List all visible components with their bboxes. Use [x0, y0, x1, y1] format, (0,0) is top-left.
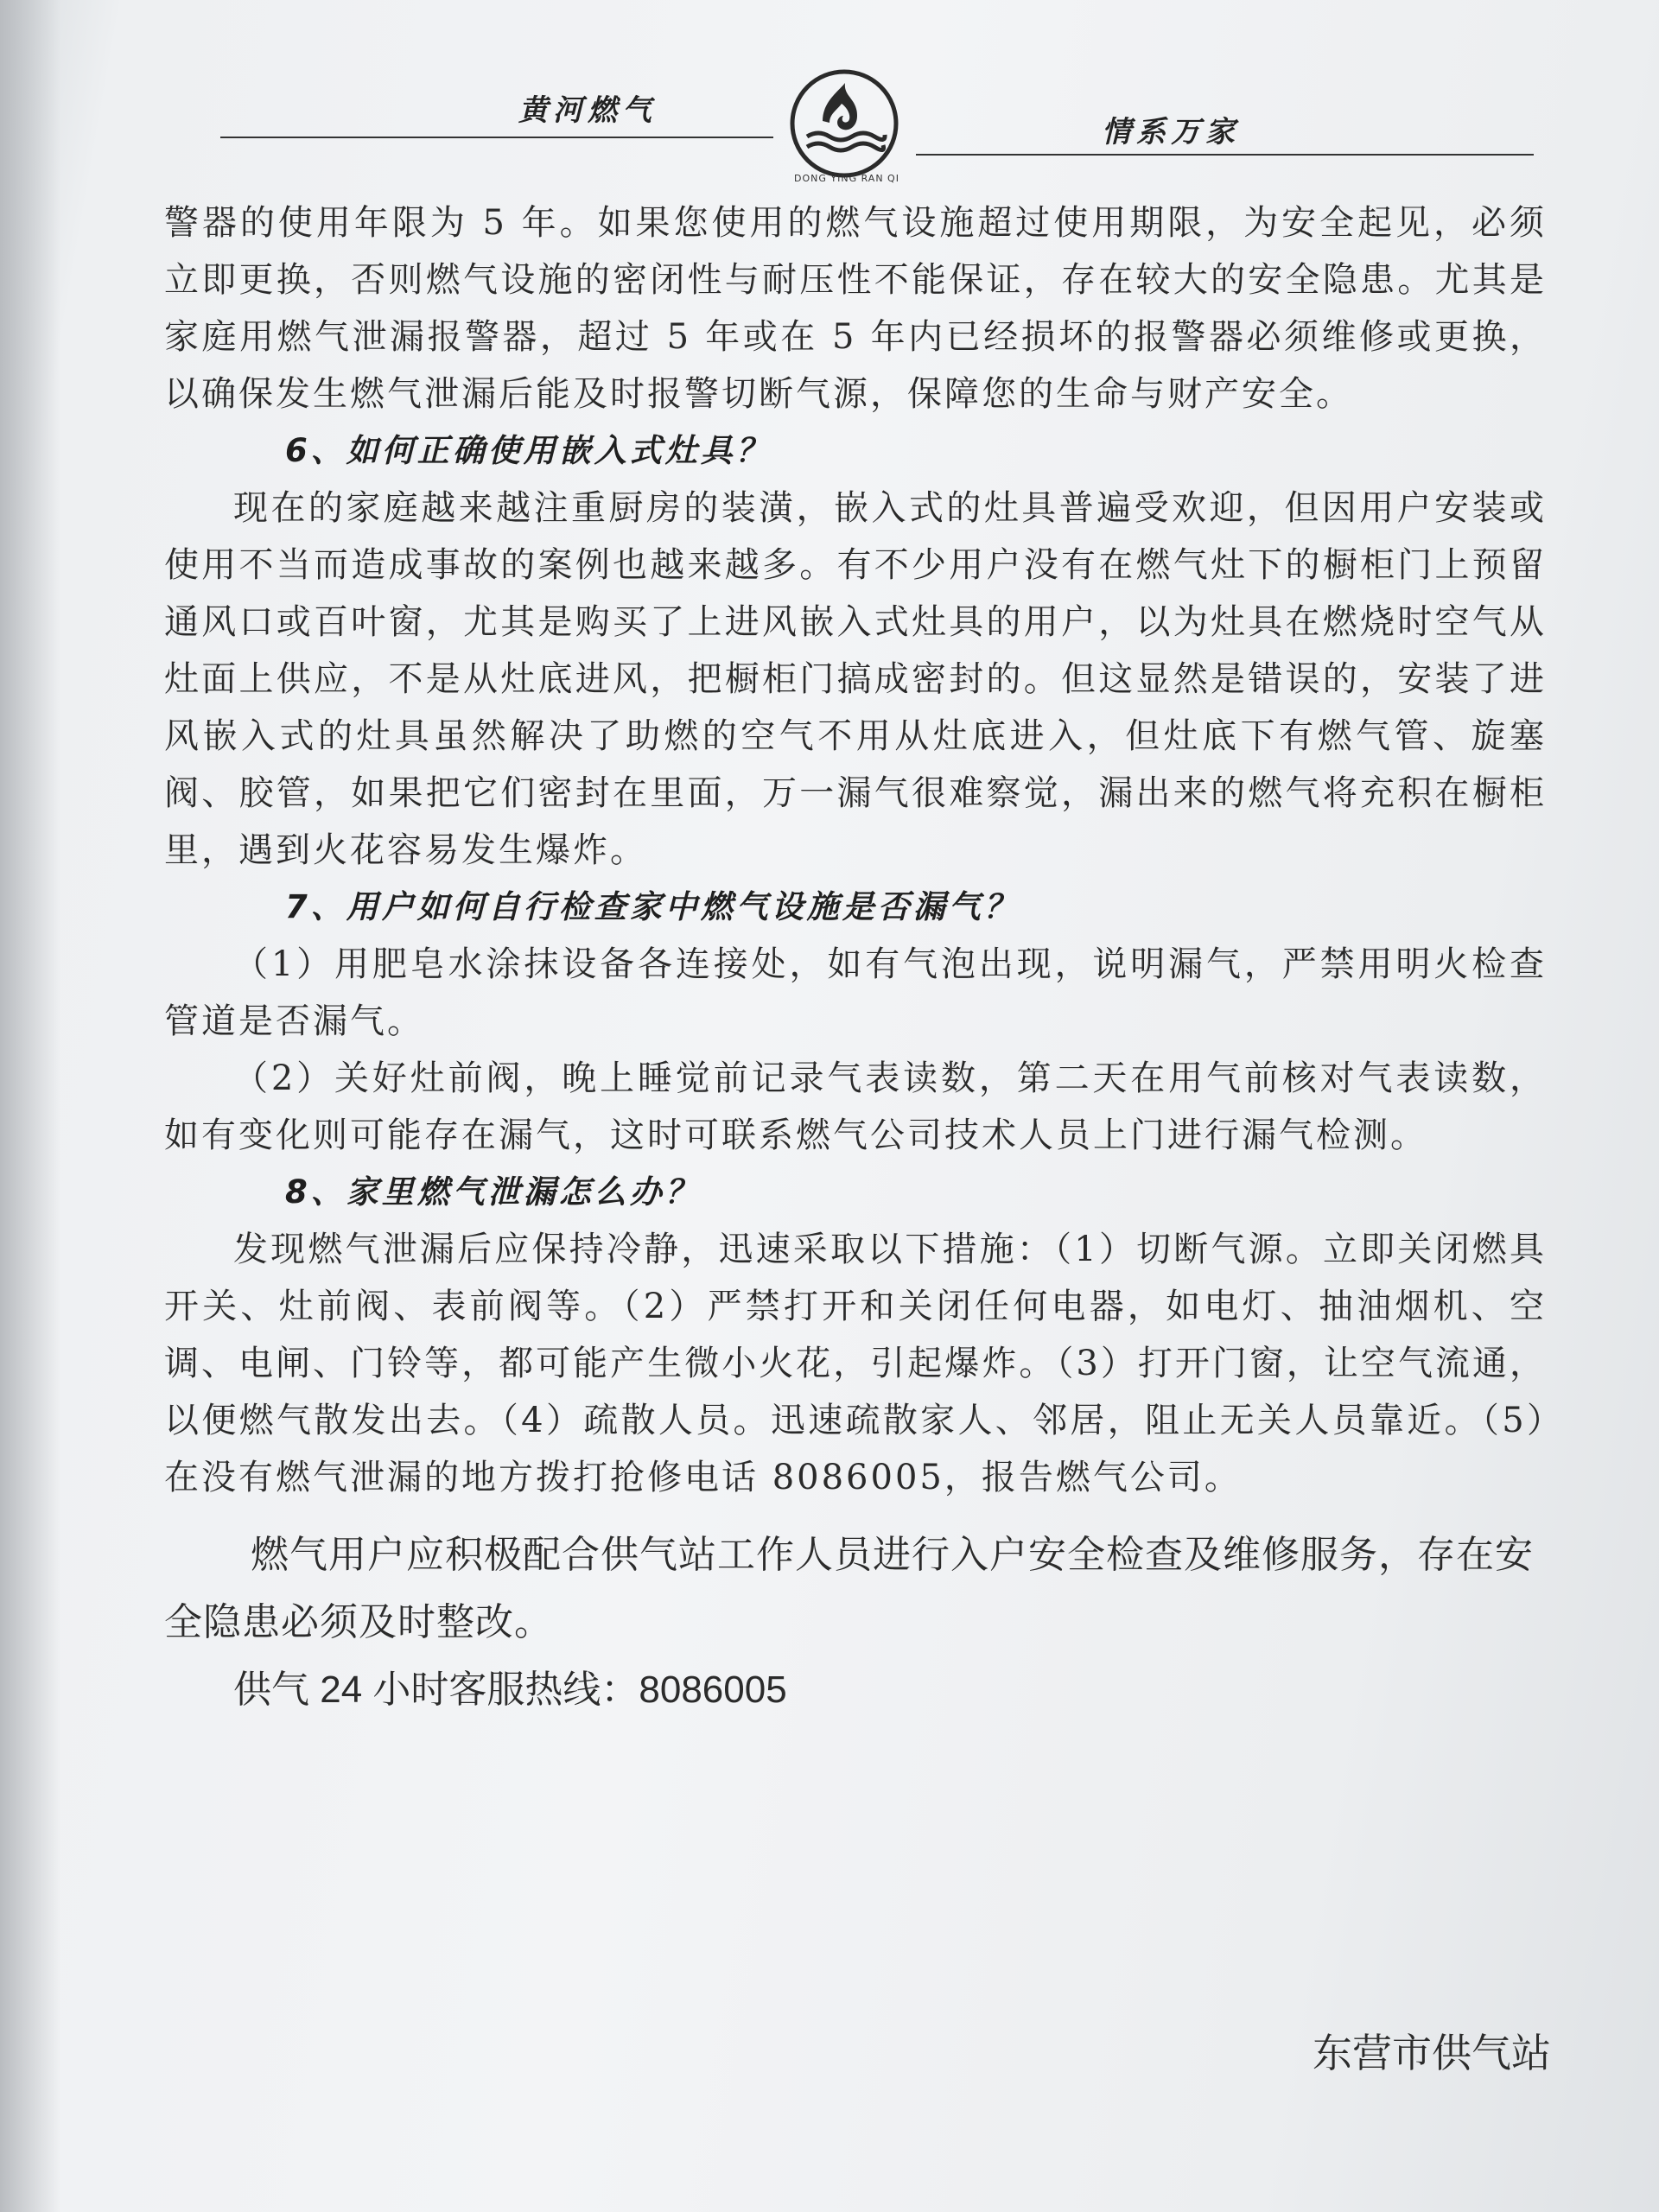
- section-8-paragraph: 发现燃气泄漏后应保持冷静，迅速采取以下措施：（1）切断气源。立即关闭燃具开关、灶前阀、表前阀等。（2）严禁打开和关闭任何电器，如电灯、抽油烟机、空调、电闸、门铃等，都可能产生微小火花，引起爆炸。（3）打开门窗，让空气流通，以便燃气散发出去。（4）疏散人员。迅速疏散家人、邻居，阻止无关人员靠近。（5）在没有燃气泄漏的地方拨打抢修电话 8086005，报告燃气公司。: [164, 1230, 1547, 1497]
- header-rule-left: [220, 137, 773, 138]
- section-7-paragraph-2: （2）关好灶前阀，晚上睡觉前记录气表读数，第二天在用气前核对气表读数，如有变化则可能存在漏气，这时可联系燃气公司技术人员上门进行漏气检测。: [164, 1058, 1547, 1155]
- section-8-heading: 8、家里燃气泄漏怎么办？: [285, 1173, 701, 1211]
- header-right-slogan: 情系万家: [1102, 115, 1240, 149]
- section-6-paragraph: 现在的家庭越来越注重厨房的装潢，嵌入式的灶具普遍受欢迎，但因用户安装或使用不当而造成事故的案例也越来越多。有不少用户没有在燃气灶下的橱柜门上预留通风口或百叶窗，尤其是购买了上进风嵌入式灶具的用户，以为灶具在燃烧时空气从灶面上供应，不是从灶底进风，把橱柜门搞成密封的。但这显然是错误的，安装了进风嵌入式的灶具虽然解决了助燃的空气不用从灶底进入，但灶底下有燃气管、旋塞阀、胶管，如果把它们密封在里面，万一漏气很难察觉，漏出来的燃气将充积在橱柜里，遇到火花容易发生爆炸。: [164, 488, 1547, 870]
- intro-paragraph: 警器的使用年限为 5 年。如果您使用的燃气设施超过使用期限，为安全起见，必须立即更换，否则燃气设施的密闭性与耐压性不能保证，存在较大的安全隐患。尤其是家庭用燃气泄漏报警器，超过 5 年或在 5 年内已经损坏的报警器必须维修或更换，以确保发生燃气泄漏后能及时报警切断气源，保障您的生命与财产安全。: [164, 203, 1547, 414]
- section-6-heading: 6、如何正确使用嵌入式灶具？: [285, 432, 772, 469]
- closing-notice: 燃气用户应积极配合供气站工作人员进行入户安全检查及维修服务，存在安全隐患必须及时整改。: [164, 1534, 1534, 1643]
- section-7-heading: 7、用户如何自行检查家中燃气设施是否漏气？: [285, 888, 1020, 925]
- header-rule-right: [916, 154, 1534, 156]
- page-edge-shadow: [0, 0, 60, 2212]
- section-7-paragraph-1: （1）用肥皂水涂抹设备各连接处，如有气泡出现，说明漏气，严禁用明火检查管道是否漏气。: [164, 944, 1547, 1041]
- header-left-slogan: 黄河燃气: [518, 93, 657, 128]
- gas-flame-wave-logo-icon: [788, 67, 900, 180]
- page-header: [0, 0, 1659, 199]
- document-body: [164, 194, 1547, 1724]
- hotline-text: 供气 24 小时客服热线：8086005: [233, 1669, 787, 1711]
- signature-organization: 东营市供气站: [1313, 2031, 1551, 2075]
- logo-caption: DONG YING RAN QI: [794, 173, 899, 184]
